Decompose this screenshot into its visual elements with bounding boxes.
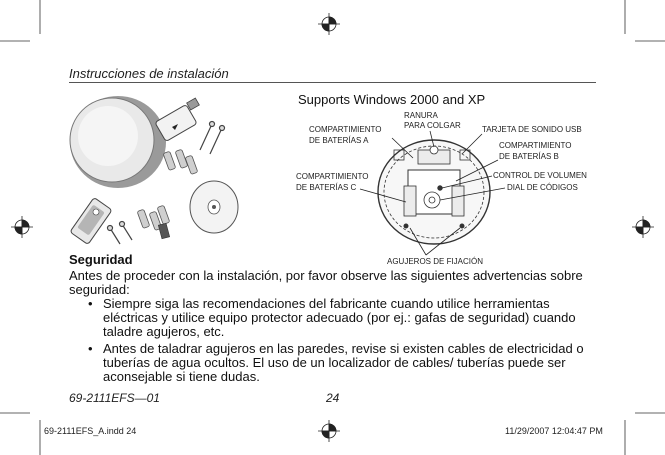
doorbell-unit-image xyxy=(70,96,166,188)
unit-back-diagram xyxy=(378,140,490,244)
footer-doc-number: 69-2111EFS—01 xyxy=(69,391,160,405)
callout-sound-card: TARJETA DE SONIDO USB xyxy=(482,125,582,134)
callout-volume: CONTROL DE VOLUMEN xyxy=(493,171,587,180)
safety-bullet-1: • Siempre siga las recomendaciones del fabricante cuando utilice herramientas eléctricas y utilice equipo protector adecuado (por ej.: gafas de seguridad) cuando taladre agujeros, etc. xyxy=(88,297,608,339)
usb-sound-card-image xyxy=(155,98,199,141)
product-illustrations xyxy=(70,96,238,245)
diagram-title: Supports Windows 2000 and XP xyxy=(298,92,486,107)
slug-date: 11/29/2007 12:04:47 PM xyxy=(505,426,603,436)
push-button-image xyxy=(70,197,112,244)
registration-mark-right xyxy=(632,216,654,238)
registration-mark-bottom xyxy=(318,420,340,442)
registration-mark-top xyxy=(318,13,340,35)
safety-bullet-2: • Antes de taladrar agujeros en las paredes, revise si existen cables de electricidad o tuberías de agua ocultos. El uso de un localizador de cables/ tuberías puede ser aconsejable si tiene dudas. xyxy=(88,342,608,384)
callout-battery-c-line1: COMPARTIMIENTO xyxy=(296,172,369,181)
callout-code-dial: DIAL DE CÓDIGOS xyxy=(507,183,578,192)
callout-battery-b-line1: COMPARTIMIENTO xyxy=(499,141,572,150)
callout-battery-b-line2: DE BATERÍAS B xyxy=(499,152,559,161)
callout-mounting-holes: AGUJEROS DE FIJACIÓN xyxy=(387,257,484,266)
cd-image xyxy=(190,181,238,233)
footer-page-number: 24 xyxy=(326,391,340,405)
section-heading-safety: Seguridad xyxy=(69,252,133,267)
callout-slot-line1: RANURA xyxy=(404,111,438,120)
page-header-title: Instrucciones de instalación xyxy=(69,66,229,81)
battery-image xyxy=(158,223,169,239)
callout-battery-a-line2: DE BATERÍAS A xyxy=(309,136,369,145)
callout-battery-a-line1: COMPARTIMIENTO xyxy=(309,125,382,134)
header-rule xyxy=(69,82,596,83)
callout-battery-c-line2: DE BATERÍAS C xyxy=(296,183,357,192)
slug-file-name: 69-2111EFS_A.indd 24 xyxy=(44,426,137,436)
registration-mark-left xyxy=(11,216,33,238)
callout-slot-line2: PARA COLGAR xyxy=(404,121,461,130)
safety-intro: Antes de proceder con la instalación, por favor observe las siguientes advertencias sobre seguridad: xyxy=(69,268,583,297)
